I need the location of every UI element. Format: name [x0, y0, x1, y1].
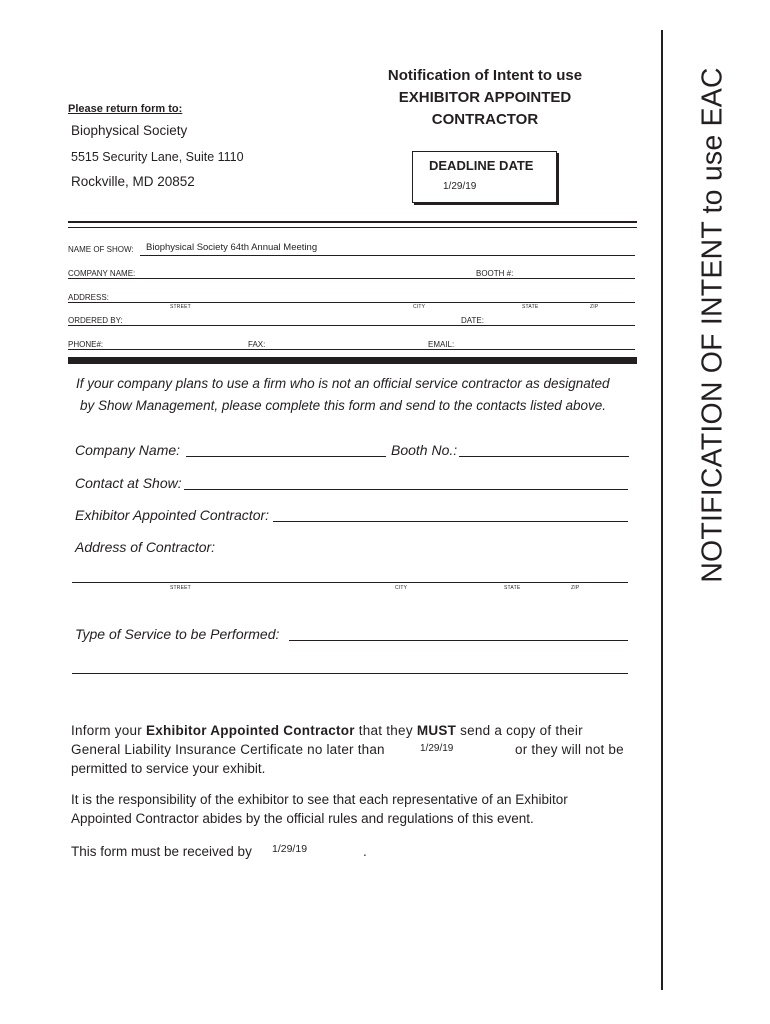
address-line[interactable] — [68, 302, 635, 303]
phone-label: PHONE#: — [68, 340, 104, 349]
ordered-label: ORDERED BY: — [68, 316, 123, 325]
org-name: Biophysical Society — [71, 123, 188, 138]
form-address-line[interactable] — [72, 582, 628, 583]
ordered-line[interactable] — [68, 325, 635, 326]
top-rule-thick — [68, 221, 637, 223]
notice-p3-end: . — [363, 844, 367, 859]
company-label: COMPANY NAME: — [68, 269, 136, 278]
instructions-line-1: If your company plans to use a firm who is not an official service contractor as designated — [76, 376, 610, 391]
form-company-label: Company Name: — [75, 442, 181, 458]
notice-p1-d: MUST — [416, 723, 457, 738]
form-eac-label: Exhibitor Appointed Contractor: — [75, 507, 270, 523]
zip-caption: ZIP — [590, 304, 599, 310]
date-label: DATE: — [461, 316, 484, 325]
notice-p1-line2-a: General Liability Insurance Certificate no later than — [71, 742, 385, 757]
notice-p1-b: Exhibitor Appointed Contractor — [146, 723, 355, 738]
form-company-line[interactable] — [186, 456, 386, 457]
notice-p3-date: 1/29/19 — [272, 843, 308, 855]
city-caption: CITY — [413, 304, 426, 310]
notice-p2-line-1: It is the responsibility of the exhibitor to see that each representative of an Exhibitor — [71, 792, 568, 807]
notice-p1-c: that they — [354, 723, 417, 738]
deadline-value: 1/29/19 — [443, 181, 477, 192]
notice-p1-e: send a copy of their — [456, 723, 583, 738]
form-contact-line[interactable] — [184, 489, 628, 490]
show-line — [140, 255, 635, 256]
vertical-divider — [661, 30, 663, 990]
notice-paragraph-1 — [71, 721, 641, 778]
address-line-2: Rockville, MD 20852 — [71, 174, 195, 189]
form-street-caption: STREET — [170, 585, 191, 591]
side-title: NOTIFICATION OF INTENT to use EAC — [696, 67, 729, 583]
notice-p2-line-2: Appointed Contractor abides by the official rules and regulations of this event. — [71, 811, 534, 826]
title-line-2: EXHIBITOR APPOINTED — [398, 89, 572, 106]
form-city-caption: CITY — [395, 585, 408, 591]
address-line-1: 5515 Security Lane, Suite 1110 — [71, 150, 244, 164]
top-rule-thin — [68, 227, 637, 228]
deadline-box — [412, 151, 557, 203]
form-service-line[interactable] — [289, 640, 628, 641]
deadline-label: DEADLINE DATE — [429, 158, 534, 173]
show-value[interactable]: Biophysical Society 64th Annual Meeting — [146, 242, 318, 253]
notice-p1-date: 1/29/19 — [420, 743, 454, 754]
instructions-line-2: by Show Management, please complete this form and send to the contacts listed above. — [80, 398, 607, 413]
form-booth-line[interactable] — [459, 456, 629, 457]
notice-p1-line2-b: or they will not be — [515, 742, 624, 757]
form-booth-label: Booth No.: — [391, 442, 458, 458]
notice-paragraph-3 — [71, 842, 471, 862]
form-zip-caption: ZIP — [571, 585, 580, 591]
state-caption: STATE — [522, 304, 539, 310]
notice-p1-line-3: permitted to service your exhibit. — [71, 761, 266, 776]
form-eac-line[interactable] — [273, 521, 628, 522]
title-line-3: CONTRACTOR — [431, 111, 539, 128]
notice-p3-a: This form must be received by — [71, 844, 252, 859]
section-divider — [68, 357, 637, 364]
form-address-label: Address of Contractor: — [75, 539, 216, 555]
form-contact-label: Contact at Show: — [75, 475, 182, 491]
form-service-line-2[interactable] — [72, 673, 628, 674]
return-label: Please return form to: — [68, 103, 183, 115]
address-label: ADDRESS: — [68, 293, 109, 302]
fax-label: FAX: — [248, 340, 266, 349]
notice-p1-a: Inform your — [71, 723, 147, 738]
phone-line[interactable] — [68, 349, 635, 350]
company-line[interactable] — [68, 278, 635, 279]
notice-paragraph-2 — [71, 790, 641, 828]
email-label: EMAIL: — [428, 340, 455, 349]
title-line-1: Notification of Intent to use — [387, 67, 583, 84]
booth-label: BOOTH #: — [476, 269, 514, 278]
street-caption: STREET — [170, 304, 191, 310]
notice-p1-line-1 — [71, 721, 641, 740]
show-label: NAME OF SHOW: — [68, 245, 134, 254]
notice-p1-line-2 — [71, 740, 641, 759]
form-state-caption: STATE — [504, 585, 521, 591]
form-service-label: Type of Service to be Performed: — [75, 626, 280, 642]
page-title — [355, 65, 615, 131]
